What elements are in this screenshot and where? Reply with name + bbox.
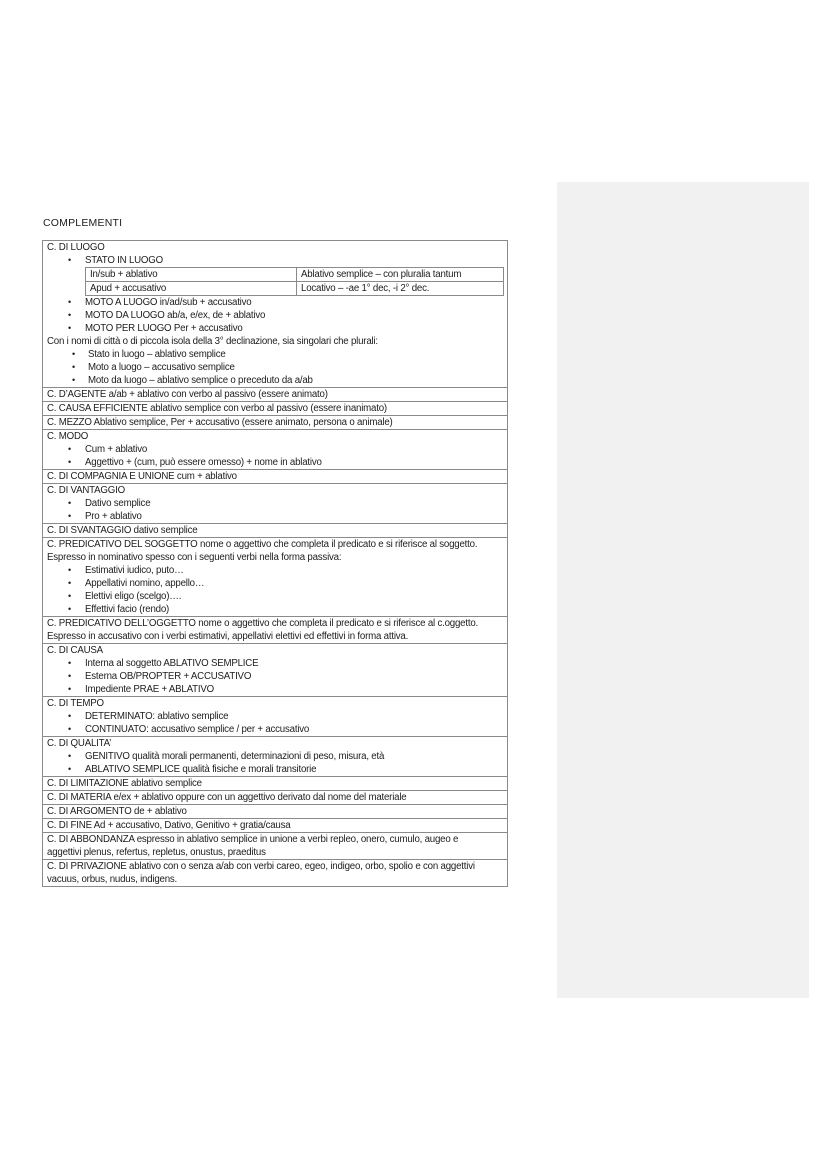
- section-title: C. DI FINE Ad + accusativo, Dativo, Genitivo + gratia/causa: [47, 820, 291, 831]
- section-title: C. PREDICATIVO DEL SOGGETTO nome o aggettivo che completa il predicato e si riferisce al soggetto.: [47, 539, 478, 550]
- bullet-line: [47, 683, 503, 696]
- bullet-text: Impediente PRAE + ABLATIVO: [85, 684, 214, 695]
- inner-table-row: [86, 282, 503, 295]
- text-line: Espresso in nominativo spesso con i seguenti verbi nella forma passiva:: [47, 552, 342, 563]
- text-line: aggettivi plenus, refertus, repletus, onustus, praeditus: [47, 847, 266, 858]
- inner-table-cell: Locativo – -ae 1° dec, -i 2° dec.: [301, 283, 430, 294]
- bullet-line: [47, 670, 503, 683]
- bullet-text: Stato in luogo – ablativo semplice: [88, 349, 226, 360]
- bullet-line: [47, 254, 503, 267]
- section-title: C. PREDICATIVO DELL’OGGETTO nome o aggettivo che completa il predicato e si riferisce al c.oggetto.: [47, 618, 479, 629]
- bullet-text: Esterna OB/PROPTER + ACCUSATIVO: [85, 671, 252, 682]
- bullet-icon: •: [68, 497, 71, 508]
- text-line: vacuus, orbus, nudus, indigens.: [47, 874, 178, 885]
- section-title: C. DI VANTAGGIO: [47, 485, 125, 496]
- bullet-line: [47, 657, 503, 670]
- bullet-text: CONTINUATO: accusativo semplice / per + accusativo: [85, 724, 310, 735]
- bullet-icon: •: [68, 322, 71, 333]
- section-title: C. DI SVANTAGGIO dativo semplice: [47, 525, 198, 536]
- section-title: C. DI TEMPO: [47, 698, 104, 709]
- table-row-mezzo: [43, 416, 507, 430]
- bullet-text: Interna al soggetto ABLATIVO SEMPLICE: [85, 658, 259, 669]
- bullet-icon: •: [68, 683, 71, 694]
- bullet-icon: •: [68, 603, 71, 614]
- bullet-icon: •: [72, 348, 75, 359]
- section-title: C. D’AGENTE a/ab + ablativo con verbo al passivo (essere animato): [47, 389, 328, 400]
- bullet-icon: •: [68, 723, 71, 734]
- inner-table-cell: Apud + accusativo: [86, 282, 297, 295]
- table-row-causa-efficiente: [43, 402, 507, 416]
- table-row-argomento: [43, 805, 507, 819]
- bullet-text: Elettivi eligo (scelgo)….: [85, 591, 182, 602]
- section-title: C. DI LIMITAZIONE ablativo semplice: [47, 778, 202, 789]
- section-title: C. DI LUOGO: [47, 242, 105, 253]
- bullet-line: [47, 710, 503, 723]
- table-row-tempo: [43, 697, 507, 737]
- bullet-text: Dativo semplice: [85, 498, 151, 509]
- inner-table-cell: In/sub + ablativo: [86, 268, 297, 281]
- bullet-icon: •: [68, 577, 71, 588]
- table-row-fine: [43, 819, 507, 833]
- bullet-text: DETERMINATO: ablativo semplice: [85, 711, 229, 722]
- bullet-icon: •: [68, 510, 71, 521]
- section-title: C. DI PRIVAZIONE ablativo con o senza a/ab con verbi careo, egeo, indigeo, orbo, spolio e con aggettivi: [47, 861, 475, 872]
- bullet-line: [47, 603, 503, 616]
- section-title: C. DI COMPAGNIA E UNIONE cum + ablativo: [47, 471, 237, 482]
- bullet-icon: •: [72, 374, 75, 385]
- bullet-icon: •: [68, 670, 71, 681]
- bullet-text: Moto da luogo – ablativo semplice o preceduto da a/ab: [88, 375, 313, 386]
- bullet-text: Appellativi nomino, appello…: [85, 578, 205, 589]
- bullet-line: [47, 763, 503, 776]
- table-row-limitazione: [43, 777, 507, 791]
- table-row-abbondanza: [43, 833, 507, 860]
- bullet-text: Estimativi iudico, puto…: [85, 565, 184, 576]
- inner-table-cell: Ablativo semplice – con pluralia tantum: [301, 269, 462, 280]
- bullet-line: [47, 456, 503, 469]
- bullet-icon: •: [68, 296, 71, 307]
- table-row-vantaggio: [43, 484, 507, 524]
- bullet-text: Cum + ablativo: [85, 444, 148, 455]
- table-row-modo: [43, 430, 507, 470]
- bullet-icon: •: [68, 309, 71, 320]
- table-row-predicativo-oggetto: [43, 617, 507, 644]
- bullet-text: MOTO DA LUOGO ab/a, e/ex, de + ablativo: [85, 310, 266, 321]
- bullet-icon: •: [68, 590, 71, 601]
- section-title: C. MODO: [47, 431, 89, 442]
- bullet-icon: •: [68, 254, 71, 265]
- bullet-line: [47, 296, 503, 309]
- table-row-privazione: [43, 860, 507, 886]
- table-row-predicativo-soggetto: [43, 538, 507, 617]
- bullet-line: [47, 723, 503, 736]
- bullet-icon: •: [68, 763, 71, 774]
- table-row-qualita: [43, 737, 507, 777]
- bullet-text: STATO IN LUOGO: [85, 255, 163, 266]
- section-title: C. DI QUALITA’: [47, 738, 112, 749]
- bullet-icon: •: [68, 657, 71, 668]
- bullet-icon: •: [68, 750, 71, 761]
- table-row-causa: [43, 644, 507, 697]
- bullet-line: [47, 750, 503, 763]
- table-row-materia: [43, 791, 507, 805]
- bullet-icon: •: [72, 361, 75, 372]
- document-heading: COMPLEMENTI: [43, 217, 123, 229]
- inner-table-row: [86, 268, 503, 282]
- section-title: C. DI CAUSA: [47, 645, 103, 656]
- bullet-line: [47, 322, 503, 335]
- bullet-line: [47, 577, 503, 590]
- section-title: C. DI MATERIA e/ex + ablativo oppure con un aggettivo derivato dal nome del materiale: [47, 792, 407, 803]
- bullet-line: [47, 497, 503, 510]
- bullet-line: [47, 564, 503, 577]
- bullet-icon: •: [68, 710, 71, 721]
- bullet-text: Pro + ablativo: [85, 511, 142, 522]
- bullet-icon: •: [68, 443, 71, 454]
- bullet-icon: •: [68, 564, 71, 575]
- bullet-line: [47, 443, 503, 456]
- bullet-text: GENITIVO qualità morali permanenti, determinazioni di peso, misura, età: [85, 751, 385, 762]
- stato-in-luogo-table: [85, 267, 504, 296]
- bullet-text: Moto a luogo – accusativo semplice: [88, 362, 235, 373]
- complements-table: [42, 240, 508, 887]
- table-row-svantaggio: [43, 524, 507, 538]
- bullet-text: ABLATIVO SEMPLICE qualità fisiche e morali transitorie: [85, 764, 317, 775]
- table-row-agente: [43, 388, 507, 402]
- section-title: C. MEZZO Ablativo semplice, Per + accusativo (essere animato, persona o animale): [47, 417, 393, 428]
- bullet-text: MOTO A LUOGO in/ad/sub + accusativo: [85, 297, 252, 308]
- text-line: Con i nomi di città o di piccola isola della 3° declinazione, sia singolari che plurali:: [47, 336, 378, 347]
- table-row-compagnia: [43, 470, 507, 484]
- section-title: C. CAUSA EFFICIENTE ablativo semplice con verbo al passivo (essere inanimato): [47, 403, 387, 414]
- bullet-line: [47, 510, 503, 523]
- section-title: C. DI ABBONDANZA espresso in ablativo semplice in unione a verbi repleo, onero, cumulo, augeo e: [47, 834, 459, 845]
- table-row-luogo: [43, 241, 507, 388]
- bullet-line: [47, 309, 503, 322]
- side-panel: [557, 182, 809, 998]
- bullet-text: MOTO PER LUOGO Per + accusativo: [85, 323, 243, 334]
- bullet-line: [47, 374, 503, 387]
- bullet-line: [47, 348, 503, 361]
- bullet-line: [47, 361, 503, 374]
- section-title: C. DI ARGOMENTO de + ablativo: [47, 806, 187, 817]
- bullet-text: Effettivi facio (rendo): [85, 604, 170, 615]
- bullet-line: [47, 590, 503, 603]
- bullet-text: Aggettivo + (cum, può essere omesso) + nome in ablativo: [85, 457, 322, 468]
- text-line: Espresso in accusativo con i verbi estimativi, appellativi elettivi ed effettivi in forma attiva.: [47, 631, 409, 642]
- bullet-icon: •: [68, 456, 71, 467]
